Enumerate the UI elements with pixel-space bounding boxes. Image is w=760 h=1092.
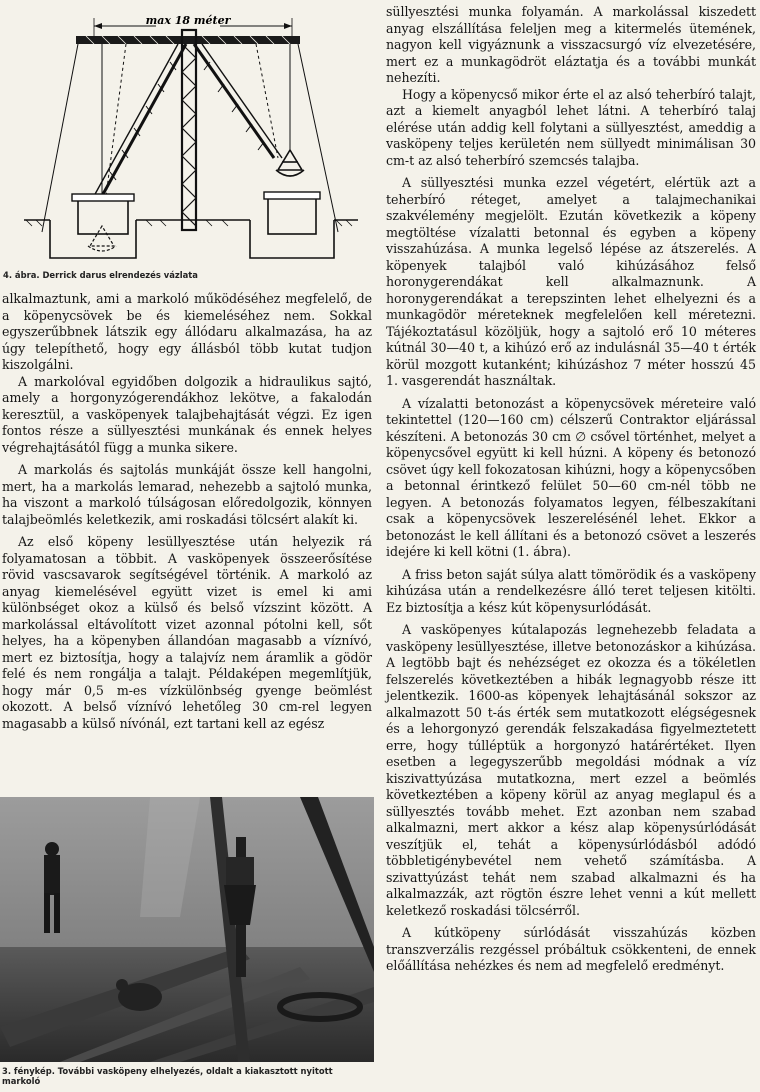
paragraph: A markolóval egyidőben dolgozik a hidraulikus sajtó, amely a horgonyzógerendákhoz lekötve, a fakalodán keresztül, a vasköpenyek talajbehajtását végzi. Ez igen fontos része a süllyesztési munkának és ennek helyes végrehajtásától függ a munka sikere.	[2, 373, 372, 455]
dimension-label: max 18 méter	[145, 14, 231, 27]
right-text-block	[386, 4, 756, 975]
figure-4-caption: 4. ábra. Derrick darus elrendezés vázlata	[3, 270, 198, 280]
figure-3-caption: 3. fénykép. További vasköpeny elhelyezés, oldalt a kiakasztott nyitott markoló	[2, 1066, 333, 1086]
derrick-crane-diagram	[6, 0, 368, 262]
paragraph: alkalmaztunk, ami a markoló működéséhez megfelelő, de a köpenycsövek be és kiemeléséhez nem. Sokkal egyszerűbbnek látszik egy állódaru alkalmazása, ha az úgy telepíthető, hogy egy állásból több kutat tudjon kiszolgálni.	[2, 291, 372, 372]
paragraph: A markolás és sajtolás munkáját össze kell hangolni, mert, ha a markolás lemarad, nehezebb a sajtoló munka, ha viszont a markoló túlságosan előredolgozik, könnyen talajbeömlés keletkezik, ami roskadási tölcsért alakít ki.	[2, 462, 372, 527]
paragraph: süllyesztési munka folyamán. A markolással kiszedett anyag elszállítása feleljen meg a kitermelés ütemének, nagyon kell vigyáznunk a visszacsurgó víz elvezetésére, mert ez a munkagödröt eláztatja és a további munkát nehezíti.	[386, 4, 756, 85]
paragraph: Hogy a köpenycső mikor érte el az alsó teherbíró talajt, azt a kiemelt anyagból lehet látni. A teherbíró talaj elérése után addig kell folytani a süllyesztést, ameddig a vasköpeny teljes kerületén nem süllyedt minimálisan 30 cm-t az alsó teherbíró szemcsés talajba.	[386, 86, 756, 168]
paragraph: A süllyesztési munka ezzel végetért, elértük azt a teherbíró réteget, amelyet a talajmechanikai szakvélemény megjelölt. Ezután következik a köpeny megtöltése vízalatti betonnal és egyben a köpeny visszahúzása. A munka legelső lépése az átszerelés. A köpenyek talajból való kihúzásához felső horonygerendákat kell alkalmaznunk. A horonygerendákat a terepszinten lehet elhelyezni és a munkagödör méreteknek megfelelően kell méretezni. Tájékoztatásul közöljük, hogy a sajtoló erő 10 méteres kútnál 30—40 t, a kihúzó erő az indulásnál 35—40 t érték körül mozgott kutanként; kihúzáshoz 7 méter hosszú 45 1. vasgerendát használtak.	[386, 175, 756, 388]
left-text-block	[2, 291, 372, 732]
paragraph: A kútköpeny súrlódását visszahúzás közben transzverzális rezgéssel próbáltuk csökkenteni, de ennek előállítása nehézkes és nem ad megfelelő eredményt.	[386, 925, 756, 973]
construction-photo	[0, 797, 374, 1062]
paragraph: Az első köpeny lesüllyesztése után helyezik rá folyamatosan a többit. A vasköpenyek összeerősítése rövid vascsavarok segítségével történik. A markoló az anyag kiemelésével együtt vizet is emel ki ami különbséget okoz a külső és belső vízszint között. A markolással eltávolított vizet azonnal pótolni kell, sőt helyes, ha a köpenyben állandóan magasabb a víznívó, mert ez biztosítja, hogy a talajvíz nem áramlik a gödör felé és nem rongálja a talajt. Példaképen megemlítjük, hogy már 0,5 m-es vízkülönbség gyenge beömlést okozott. A belső víznívó lehetőleg 30 cm-rel legyen magasabb a külső nívónál, ezt tartani kell az egész	[2, 534, 372, 731]
paragraph: A vízalatti betonozást a köpenycsövek méreteire való tekintettel (120—160 cm) célszerű Contraktor eljárással készíteni. A betonozás 30 cm ∅ csővel történhet, melyet a köpenycsővel együtt ki kell húzni. A köpeny és betonozó csövet úgy kell fokozatosan kihúzni, hogy a köpenycsőben a betonnal érintkező felület 50—60 cm-nél több ne legyen. A betonozás folyamatos legyen, félbeszakítani csak a köpenycsövek leszerelésénél lehet. Ekkor a betonozást le kell állítani és a betonozó csövet a leszerés idejére ki kell kötni (1. ábra).	[386, 395, 756, 559]
paragraph: A friss beton saját súlya alatt tömörödik és a vasköpeny kihúzása után a rendelkezésre álló teret teljesen kitölti. Ez biztosítja a kész kút köpenysurlódását.	[386, 566, 756, 615]
paragraph: A vasköpenyes kútalapozás legnehezebb feladata a vasköpeny lesüllyesztése, illetve betonozáskor a kihúzása. A legtöbb bajt és nehézséget ez okozza és a tökéletlen felszerelés következtében a hibák legnagyobb része itt jelentkezik. 1600-as köpenyek lehajtásánál sokszor az alkalmazott 50 t-ás érték sem mutatkozott elégségesnek és a lehorgonyzó gerendák felszakadása figyelmeztetett erre, hogy túlléptük a horgonyzó határértéket. Ilyen esetben a legegyszerűbb megoldási módnak a víz kiszivattyúzása mutatkozna, mert ezzel a beömlés következtében a köpeny körül az anyag meglapul és a süllyesztés tovább mehet. Ezt azonban nem szabad alkalmazni, mert akkor a kész alap köpenysúrlódását veszítjük el, tehát a köpenysúrlódásból adódó többletigénybevétel nem vehető számításba. A szivattyúzást tehát nem szabad alkalmazni és ha alkalmazzák, azt rögtön észre lehet venni a kút mellett keletkező roskadási tölcsérről.	[386, 622, 756, 918]
